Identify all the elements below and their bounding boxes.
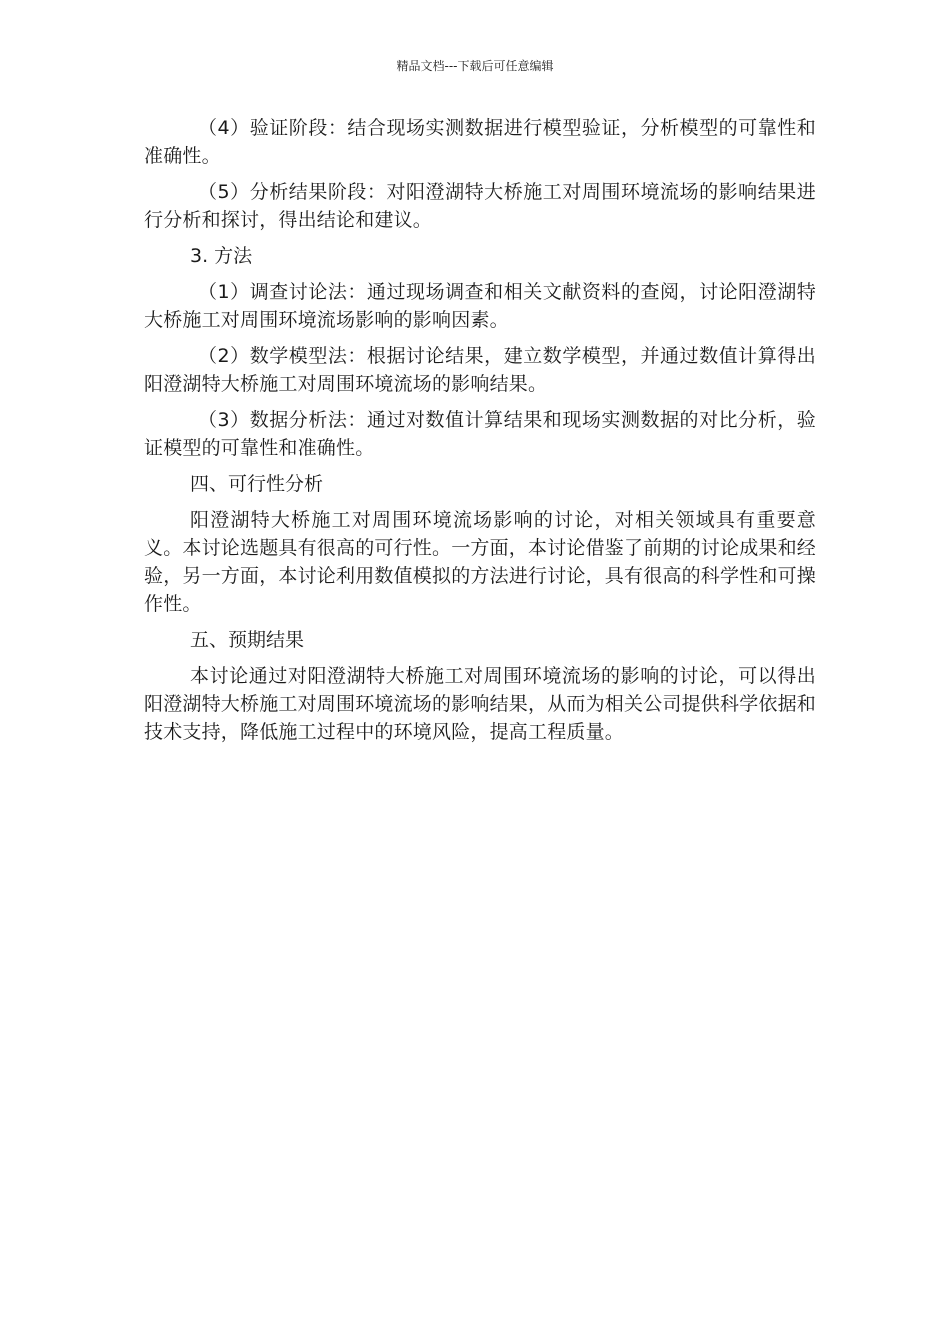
paragraph-stage-5: （5）分析结果阶段：对阳澄湖特大桥施工对周围环境流场的影响结果进行分析和探讨，得出结论和建议。 [144,181,816,231]
heading-expected-results: 五、预期结果 [190,629,305,651]
document-body [144,114,816,754]
paragraph-expected-results: 本讨论通过对阳澄湖特大桥施工对周围环境流场的影响的讨论，可以得出阳澄湖特大桥施工对周围环境流场的影响结果，从而为相关公司提供科学依据和技术支持，降低施工过程中的环境风险，提高工程质量。 [144,665,817,743]
paragraph-method-3: （3）数据分析法：通过对数值计算结果和现场实测数据的对比分析，验证模型的可靠性和准确性。 [144,409,816,459]
heading-methods: 3. 方法 [190,245,253,267]
paragraph-stage-4: （4）验证阶段：结合现场实测数据进行模型验证，分析模型的可靠性和准确性。 [144,117,816,167]
paragraph-method-2: （2）数学模型法：根据讨论结果，建立数学模型，并通过数值计算得出阳澄湖特大桥施工对周围环境流场的影响结果。 [144,345,816,395]
heading-feasibility: 四、可行性分析 [190,473,324,495]
page-header-watermark: 精品文档---下载后可任意编辑 [396,59,554,73]
paragraph-feasibility: 阳澄湖特大桥施工对周围环境流场影响的讨论，对相关领域具有重要意义。本讨论选题具有很高的可行性。一方面，本讨论借鉴了前期的讨论成果和经验，另一方面，本讨论利用数值模拟的方法进行讨论，具有很高的科学性和可操作性。 [144,509,817,615]
paragraph-method-1: （1）调查讨论法：通过现场调查和相关文献资料的查阅，讨论阳澄湖特大桥施工对周围环境流场影响的影响因素。 [144,281,816,331]
